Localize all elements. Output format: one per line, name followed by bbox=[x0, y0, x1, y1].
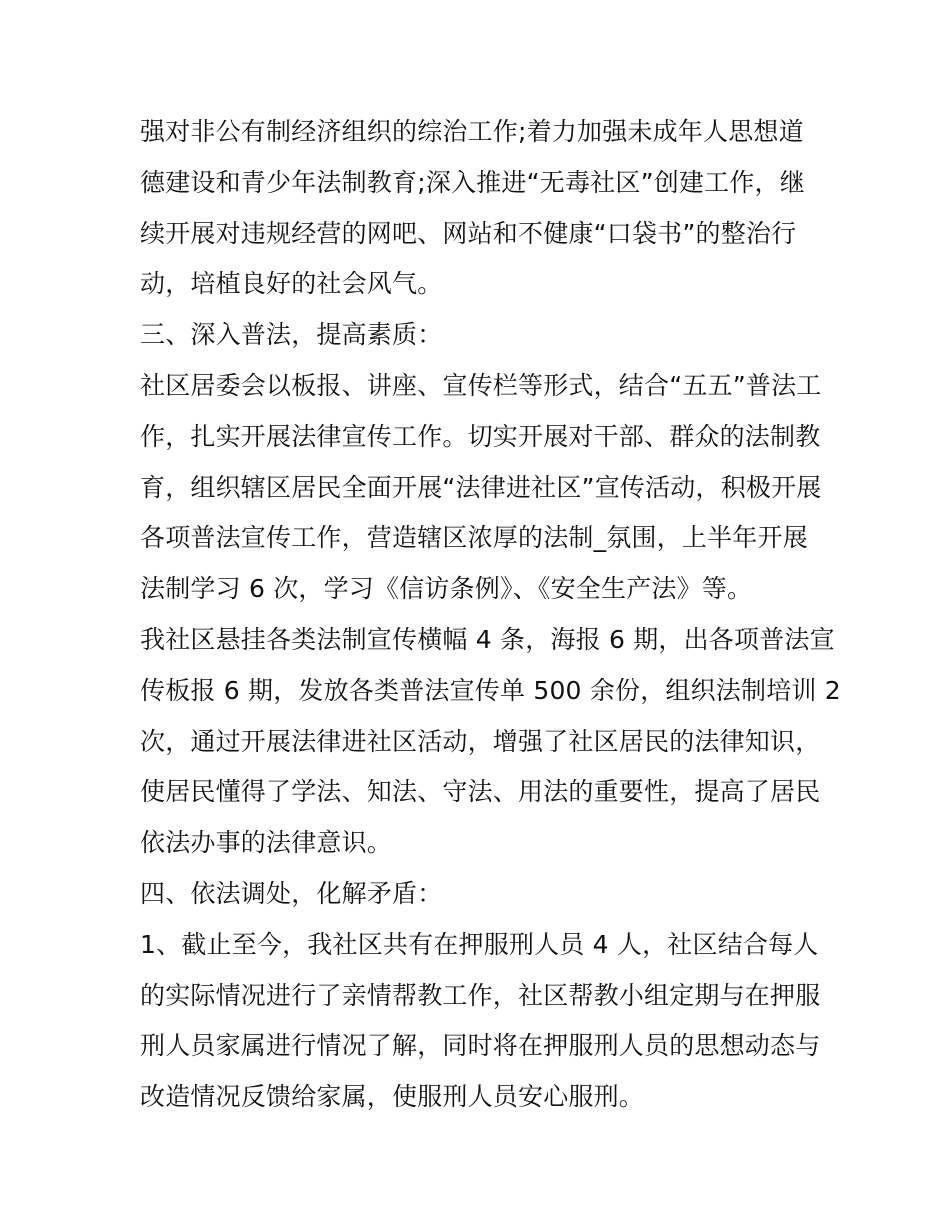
text-line: 的实际情况进行了亲情帮教工作，社区帮教小组定期与在押服 bbox=[140, 980, 821, 1010]
text-line: 传板报 6 期，发放各类普法宣传单 500 余份，组织法制培训 2 bbox=[140, 675, 841, 705]
text-line: 社区居委会以板报、讲座、宣传栏等形式，结合“五五”普法工 bbox=[140, 370, 822, 400]
text-line: 使居民懂得了学法、知法、守法、用法的重要性，提高了居民 bbox=[140, 777, 821, 807]
text-line: 育，组织辖区居民全面开展“法律进社区”宣传活动，积极开展 bbox=[140, 472, 822, 502]
text-line: 德建设和青少年法制教育;深入推进“无毒社区”创建工作，继 bbox=[140, 167, 805, 197]
text-line: 动，培植良好的社会风气。 bbox=[140, 269, 443, 299]
section-heading: 四、依法调处，化解矛盾： bbox=[140, 878, 443, 908]
text-line: 作，扎实开展法律宣传工作。切实开展对干部、群众的法制教 bbox=[140, 421, 821, 451]
text-line: 各项普法宣传工作，营造辖区浓厚的法制_氛围，上半年开展 bbox=[140, 523, 808, 553]
text-line: 法制学习 6 次，学习《信访条例》、《安全生产法》等。 bbox=[140, 574, 753, 604]
text-line: 改造情况反馈给家属，使服刑人员安心服刑。 bbox=[140, 1082, 645, 1112]
text-line: 刑人员家属进行情况了解，同时将在押服刑人员的思想动态与 bbox=[140, 1031, 821, 1061]
text-line: 次，通过开展法律进社区活动，增强了社区居民的法律知识， bbox=[140, 726, 821, 756]
text-line: 强对非公有制经济组织的综治工作;着力加强未成年人思想道 bbox=[140, 117, 804, 146]
section-heading: 三、深入普法，提高素质： bbox=[140, 320, 443, 350]
text-line: 续开展对违规经营的网吧、网站和不健康“口袋书”的整治行 bbox=[140, 218, 797, 248]
text-line: 我社区悬挂各类法制宣传横幅 4 条，海报 6 期，出各项普法宣 bbox=[140, 624, 835, 654]
document-body bbox=[140, 107, 841, 1123]
text-line: 1、截止至今，我社区共有在押服刑人员 4 人，社区结合每人 bbox=[140, 929, 819, 959]
text-line: 依法办事的法律意识。 bbox=[140, 828, 393, 858]
